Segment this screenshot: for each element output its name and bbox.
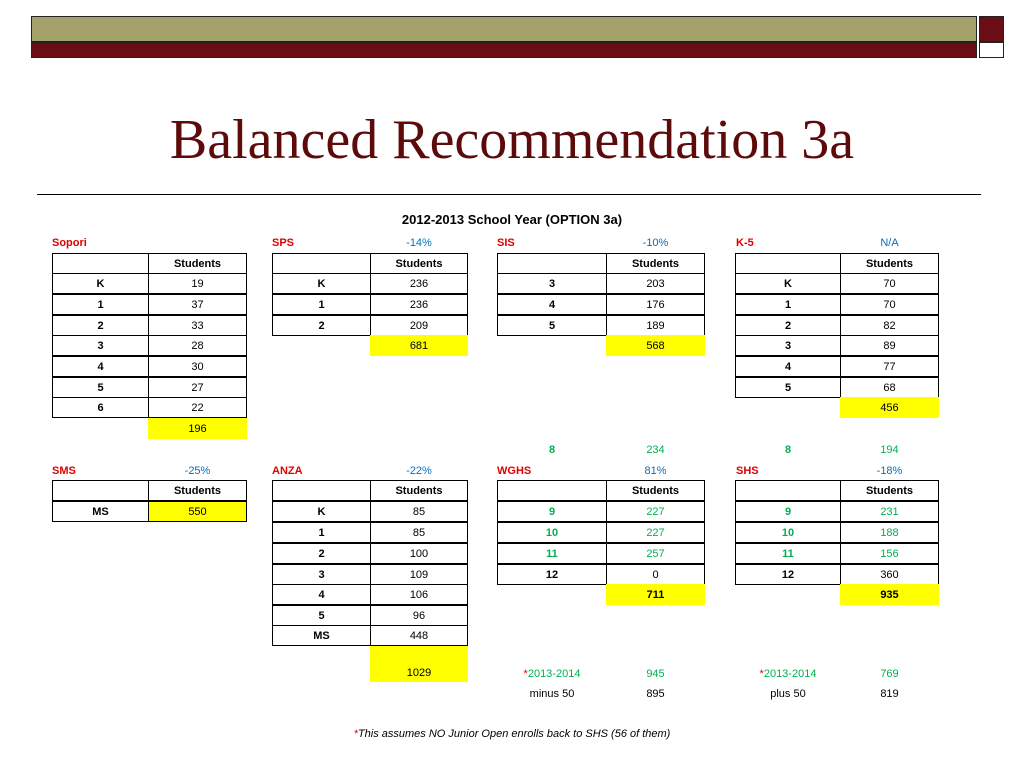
sps-grade-cell: 2 bbox=[272, 315, 371, 336]
sps-total: 681 bbox=[370, 335, 468, 356]
shs-header-empty bbox=[735, 480, 841, 501]
footnote-star: * bbox=[759, 668, 764, 680]
anza-grade-cell: 1 bbox=[272, 522, 371, 543]
corner-square-maroon bbox=[979, 16, 1004, 42]
sopori-header-students: Students bbox=[148, 253, 247, 274]
anza-total: 1029 bbox=[370, 646, 468, 682]
k5-students-cell: 77 bbox=[840, 356, 939, 377]
sis-extra-students: 234 bbox=[646, 444, 665, 456]
sopori-students-cell: 37 bbox=[148, 294, 247, 315]
sopori-grade-cell: K bbox=[52, 273, 149, 294]
footnote-text: This assumes NO Junior Open enrolls back to SHS (56 of them) bbox=[357, 728, 671, 740]
anza-change: -22% bbox=[406, 465, 432, 477]
sopori-grade-cell: 2 bbox=[52, 315, 149, 336]
title-underline bbox=[37, 194, 981, 195]
shs-students-cell: 188 bbox=[840, 522, 939, 543]
shs-header-students: Students bbox=[840, 480, 939, 501]
k5-grade-cell: 4 bbox=[735, 356, 841, 377]
shs-grade-cell: 12 bbox=[735, 564, 841, 585]
slide-subtitle: 2012-2013 School Year (OPTION 3a) bbox=[401, 212, 623, 227]
school-name-k5: K-5 bbox=[736, 237, 754, 249]
anza-grade-cell: 3 bbox=[272, 564, 371, 585]
school-name-anza: ANZA bbox=[272, 465, 303, 477]
shs-grade-cell: 9 bbox=[735, 501, 841, 522]
anza-grade-cell: K bbox=[272, 501, 371, 522]
sopori-grade-cell: 3 bbox=[52, 335, 149, 356]
k5-extra-grade: 8 bbox=[784, 444, 792, 456]
sopori-grade-cell: 5 bbox=[52, 377, 149, 398]
shs-projection-value: 769 bbox=[880, 668, 899, 680]
shs-grade-cell: 11 bbox=[735, 543, 841, 564]
sopori-grade-cell: 4 bbox=[52, 356, 149, 377]
sps-grade-cell: 1 bbox=[272, 294, 371, 315]
sopori-students-cell: 27 bbox=[148, 377, 247, 398]
anza-grade-cell: 4 bbox=[272, 584, 371, 605]
wghs-header-empty bbox=[497, 480, 607, 501]
k5-students-cell: 70 bbox=[840, 294, 939, 315]
wghs-grade-cell: 11 bbox=[497, 543, 607, 564]
sis-grade-cell: 3 bbox=[497, 273, 607, 294]
sis-students-cell: 203 bbox=[606, 273, 705, 294]
sis-total: 568 bbox=[606, 335, 705, 356]
k5-extra-students: 194 bbox=[880, 444, 899, 456]
anza-header-empty bbox=[272, 480, 371, 501]
school-name-sps: SPS bbox=[272, 237, 295, 249]
wghs-projection-label bbox=[497, 664, 607, 684]
wghs-header-students: Students bbox=[606, 480, 705, 501]
sps-change: -14% bbox=[406, 237, 432, 249]
school-name-wghs: WGHS bbox=[497, 465, 532, 477]
slide-title: Balanced Recommendation 3a bbox=[169, 109, 855, 171]
anza-students-cell: 85 bbox=[370, 501, 468, 522]
sopori-grade-cell: 6 bbox=[52, 397, 149, 418]
k5-students-cell: 82 bbox=[840, 315, 939, 336]
shs-students-cell: 156 bbox=[840, 543, 939, 564]
wghs-total: 711 bbox=[606, 584, 705, 605]
k5-grade-cell: 5 bbox=[735, 377, 841, 398]
k5-students-cell: 89 bbox=[840, 335, 939, 356]
sis-extra-grade: 8 bbox=[548, 444, 556, 456]
sopori-students-cell: 33 bbox=[148, 315, 247, 336]
sopori-students-cell: 19 bbox=[148, 273, 247, 294]
k5-students-cell: 68 bbox=[840, 377, 939, 398]
wghs-students-cell: 0 bbox=[606, 564, 705, 585]
projection-year: 2013-2014 bbox=[763, 668, 817, 680]
sps-header-students: Students bbox=[370, 253, 468, 274]
anza-students-cell: 448 bbox=[370, 625, 468, 646]
sms-students-cell: 550 bbox=[148, 501, 247, 522]
k5-header-students: Students bbox=[840, 253, 939, 274]
wghs-students-cell: 257 bbox=[606, 543, 705, 564]
anza-grade-cell: MS bbox=[272, 625, 371, 646]
school-name-sis: SIS bbox=[497, 237, 515, 249]
sps-students-cell: 209 bbox=[370, 315, 468, 336]
k5-students-cell: 70 bbox=[840, 273, 939, 294]
projection-year: 2013-2014 bbox=[527, 668, 581, 680]
anza-grade-cell: 5 bbox=[272, 605, 371, 626]
wghs-grade-cell: 9 bbox=[497, 501, 607, 522]
anza-students-cell: 96 bbox=[370, 605, 468, 626]
k5-change: N/A bbox=[880, 237, 899, 249]
shs-projection-label bbox=[735, 664, 841, 684]
school-name-sms: SMS bbox=[52, 465, 76, 477]
sms-header-students: Students bbox=[148, 480, 247, 501]
sis-header-students: Students bbox=[606, 253, 705, 274]
school-name-sopori: Sopori bbox=[52, 237, 87, 249]
wghs-adjust-label: minus 50 bbox=[529, 688, 575, 700]
sis-students-cell: 176 bbox=[606, 294, 705, 315]
wghs-projection-value: 945 bbox=[646, 668, 665, 680]
header-bar-maroon bbox=[31, 42, 977, 58]
anza-students-cell: 106 bbox=[370, 584, 468, 605]
sps-header-empty bbox=[272, 253, 371, 274]
shs-students-cell: 231 bbox=[840, 501, 939, 522]
sis-grade-cell: 5 bbox=[497, 315, 607, 336]
anza-students-cell: 85 bbox=[370, 522, 468, 543]
k5-grade-cell: K bbox=[735, 273, 841, 294]
anza-students-cell: 109 bbox=[370, 564, 468, 585]
footnote-star: * bbox=[523, 668, 528, 680]
anza-header-students: Students bbox=[370, 480, 468, 501]
sps-students-cell: 236 bbox=[370, 294, 468, 315]
wghs-grade-cell: 10 bbox=[497, 522, 607, 543]
k5-grade-cell: 3 bbox=[735, 335, 841, 356]
k5-total: 456 bbox=[840, 397, 939, 418]
wghs-students-cell: 227 bbox=[606, 522, 705, 543]
sms-change: -25% bbox=[184, 465, 211, 477]
footnote bbox=[0, 724, 1024, 744]
sopori-students-cell: 22 bbox=[148, 397, 247, 418]
sopori-students-cell: 30 bbox=[148, 356, 247, 377]
wghs-change: 81% bbox=[644, 465, 667, 477]
shs-students-cell: 360 bbox=[840, 564, 939, 585]
shs-adjust-label: plus 50 bbox=[770, 688, 806, 700]
sps-grade-cell: K bbox=[272, 273, 371, 294]
wghs-adjust-value: 895 bbox=[646, 688, 665, 700]
sis-grade-cell: 4 bbox=[497, 294, 607, 315]
sis-students-cell: 189 bbox=[606, 315, 705, 336]
footnote-star: * bbox=[353, 728, 358, 740]
sms-grade-cell: MS bbox=[52, 501, 149, 522]
sps-students-cell: 236 bbox=[370, 273, 468, 294]
shs-adjust-value: 819 bbox=[880, 688, 899, 700]
sopori-total: 196 bbox=[148, 418, 247, 439]
anza-grade-cell: 2 bbox=[272, 543, 371, 564]
shs-grade-cell: 10 bbox=[735, 522, 841, 543]
wghs-grade-cell: 12 bbox=[497, 564, 607, 585]
sopori-grade-cell: 1 bbox=[52, 294, 149, 315]
school-name-shs: SHS bbox=[736, 465, 759, 477]
sis-header-empty bbox=[497, 253, 607, 274]
shs-change: -18% bbox=[876, 465, 903, 477]
corner-square-white bbox=[979, 42, 1004, 58]
sis-change: -10% bbox=[642, 237, 669, 249]
k5-grade-cell: 2 bbox=[735, 315, 841, 336]
k5-grade-cell: 1 bbox=[735, 294, 841, 315]
wghs-students-cell: 227 bbox=[606, 501, 705, 522]
anza-students-cell: 100 bbox=[370, 543, 468, 564]
sopori-students-cell: 28 bbox=[148, 335, 247, 356]
header-bar-olive bbox=[31, 16, 977, 42]
sopori-header-empty bbox=[52, 253, 149, 274]
shs-total: 935 bbox=[840, 584, 939, 605]
sms-header-empty bbox=[52, 480, 149, 501]
k5-header-empty bbox=[735, 253, 841, 274]
